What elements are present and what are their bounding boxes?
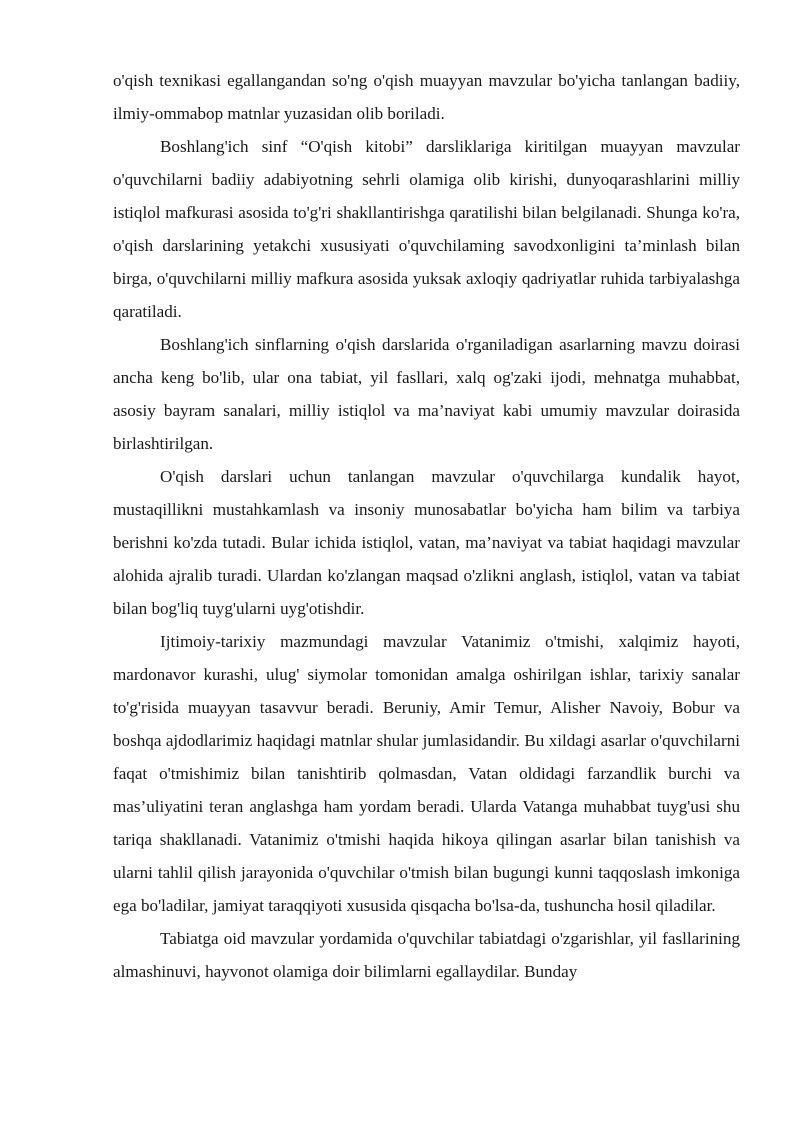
paragraph-oqish-kitobi: Boshlang'ich sinf “O'qish kitobi” darsliklariga kiritilgan muayyan mavzular o'quvchilarni badiiy adabiyotning sehrli olamiga olib kirishi, dunyoqarashlarini milliy istiqlol mafkurasi asosida to'g'ri shakllantirishga qaratilishi bilan belgilanadi. Shunga ko'ra, o'qish darslarining yetakchi xususiyati o'quvchilaming savodxonligini ta’minlash bilan birga, o'quvchilarni milliy mafkura asosida yuksak axloqiy qadriyatlar ruhida tarbiyalashga qaratiladi.	[113, 137, 740, 321]
document-page	[113, 64, 740, 988]
paragraph-mavzu-doirasi: Boshlang'ich sinflarning o'qish darslarida o'rganiladigan asarlarning mavzu doirasi ancha keng bo'lib, ular ona tabiat, yil fasllari, xalq og'zaki ijodi, mehnatga muhabbat, asosiy bayram sanalari, milliy istiqlol va ma’naviyat kabi umumiy mavzular doirasida birlashtirilgan.	[113, 335, 740, 453]
paragraph-tanlangan-mavzular: O'qish darslari uchun tanlangan mavzular o'quvchilarga kundalik hayot, mustaqillikni mustahkamlash va insoniy munosabatlar bo'yicha ham bilim va tarbiya berishni ko'zda tutadi. Bular ichida istiqlol, vatan, ma’naviyat va tabiat haqidagi mavzular alohida ajralib turadi. Ulardan ko'zlangan maqsad o'zlikni anglash, istiqlol, vatan va tabiat bilan bog'liq tuyg'ularni uyg'otishdir.	[113, 467, 740, 618]
paragraph-tabiatga-oid: Tabiatga oid mavzular yordamida o'quvchilar tabiatdagi o'zgarishlar, yil fasllarining almashinuvi, hayvonot olamiga doir bilimlarni egallaydilar. Bunday	[113, 929, 740, 981]
paragraph-continuation: o'qish texnikasi egallangandan so'ng o'qish muayyan mavzular bo'yicha tanlangan badiiy, ilmiy-ommabop matnlar yuzasidan olib boriladi.	[113, 71, 740, 123]
paragraph-ijtimoiy-tarixiy: Ijtimoiy-tarixiy mazmundagi mavzular Vatanimiz o'tmishi, xalqimiz hayoti, mardonavor kurashi, ulug' siymolar tomonidan amalga oshirilgan ishlar, tarixiy sanalar to'g'risida muayyan tasavvur beradi. Beruniy, Amir Temur, Alisher Navoiy, Bobur va boshqa ajdodlarimiz haqidagi matnlar shular jumlasidandir. Bu xildagi asarlar o'quvchilarni faqat o'tmishimiz bilan tanishtirib qolmasdan, Vatan oldidagi farzandlik burchi va mas’uliyatini teran anglashga ham yordam beradi. Ularda Vatanga muhabbat tuyg'usi shu tariqa shakllanadi. Vatanimiz o'tmishi haqida hikoya qilingan asarlar bilan tanishish va ularni tahlil qilish jarayonida o'quvchilar o'tmish bilan bugungi kunni taqqoslash imkoniga ega bo'ladilar, jamiyat taraqqiyoti xususida qisqacha bo'lsa-da, tushuncha hosil qiladilar.	[113, 632, 740, 915]
